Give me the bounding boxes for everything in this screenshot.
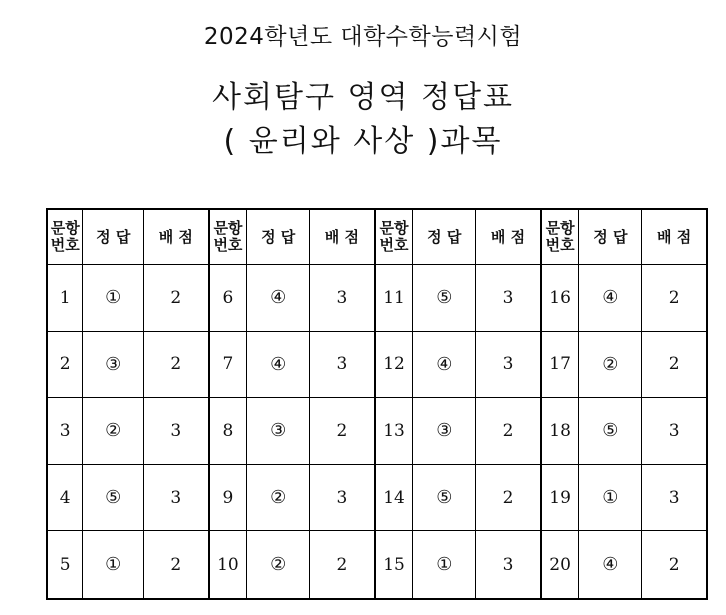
question-number-header: 문항 번호 [541, 209, 579, 265]
question-number-cell: 6 [209, 265, 247, 332]
question-number-header: 문항 번호 [375, 209, 413, 265]
question-number-cell: 7 [209, 331, 247, 398]
answer-cell: ① [83, 531, 144, 599]
answer-cell: ③ [83, 331, 144, 398]
points-cell: 3 [476, 531, 541, 599]
points-cell: 2 [144, 531, 209, 599]
exam-title: 2024학년도 대학수학능력시험 [203, 24, 523, 50]
table-row [47, 531, 707, 599]
points-cell: 3 [642, 398, 707, 465]
question-number-cell: 16 [541, 265, 579, 332]
points-cell: 2 [310, 531, 375, 599]
points-cell: 2 [476, 464, 541, 531]
points-cell: 2 [642, 531, 707, 599]
answer-header: 정 답 [413, 209, 476, 265]
question-number-cell: 2 [47, 331, 83, 398]
points-cell: 2 [144, 265, 209, 332]
question-number-cell: 18 [541, 398, 579, 465]
points-cell: 3 [144, 464, 209, 531]
table-row [47, 265, 707, 332]
question-number-cell: 17 [541, 331, 579, 398]
question-number-cell: 3 [47, 398, 83, 465]
points-header: 배 점 [310, 209, 375, 265]
question-number-cell: 4 [47, 464, 83, 531]
answer-cell: ② [247, 531, 310, 599]
table-row [47, 464, 707, 531]
answer-cell: ④ [579, 531, 642, 599]
question-number-cell: 8 [209, 398, 247, 465]
question-number-cell: 10 [209, 531, 247, 599]
points-cell: 3 [476, 331, 541, 398]
points-cell: 2 [310, 398, 375, 465]
points-header: 배 점 [642, 209, 707, 265]
question-number-cell: 20 [541, 531, 579, 599]
table-row [47, 398, 707, 465]
answer-cell: ④ [247, 331, 310, 398]
answer-cell: ③ [247, 398, 310, 465]
answer-header: 정 답 [579, 209, 642, 265]
answer-cell: ⑤ [579, 398, 642, 465]
question-number-cell: 19 [541, 464, 579, 531]
answer-cell: ④ [413, 331, 476, 398]
question-number-cell: 11 [375, 265, 413, 332]
question-number-cell: 15 [375, 531, 413, 599]
points-cell: 3 [476, 265, 541, 332]
answer-cell: ⑤ [413, 265, 476, 332]
question-number-cell: 9 [209, 464, 247, 531]
answer-cell: ② [247, 464, 310, 531]
points-cell: 2 [642, 265, 707, 332]
points-cell: 2 [144, 331, 209, 398]
answer-cell: ③ [413, 398, 476, 465]
question-number-cell: 5 [47, 531, 83, 599]
answer-cell: ④ [579, 265, 642, 332]
answer-header: 정 답 [83, 209, 144, 265]
table-header-row [47, 209, 707, 265]
question-number-cell: 12 [375, 331, 413, 398]
question-number-cell: 1 [47, 265, 83, 332]
answer-cell: ② [579, 331, 642, 398]
answer-cell: ① [413, 531, 476, 599]
points-cell: 2 [642, 331, 707, 398]
question-number-header: 문항 번호 [47, 209, 83, 265]
question-number-cell: 13 [375, 398, 413, 465]
points-cell: 3 [310, 464, 375, 531]
question-number-header: 문항 번호 [209, 209, 247, 265]
points-cell: 3 [144, 398, 209, 465]
answer-cell: ⑤ [83, 464, 144, 531]
points-header: 배 점 [476, 209, 541, 265]
points-cell: 3 [310, 265, 375, 332]
table-row [47, 331, 707, 398]
subject-line: ( 윤리와 사상 )과목 [223, 124, 503, 159]
main-title: 사회탐구 영역 정답표 [212, 80, 514, 115]
answer-cell: ① [83, 265, 144, 332]
answer-cell: ④ [247, 265, 310, 332]
points-cell: 2 [476, 398, 541, 465]
answer-cell: ② [83, 398, 144, 465]
answer-header: 정 답 [247, 209, 310, 265]
points-header: 배 점 [144, 209, 209, 265]
answer-cell: ① [579, 464, 642, 531]
answer-table [46, 208, 708, 600]
points-cell: 3 [642, 464, 707, 531]
question-number-cell: 14 [375, 464, 413, 531]
points-cell: 3 [310, 331, 375, 398]
answer-cell: ⑤ [413, 464, 476, 531]
